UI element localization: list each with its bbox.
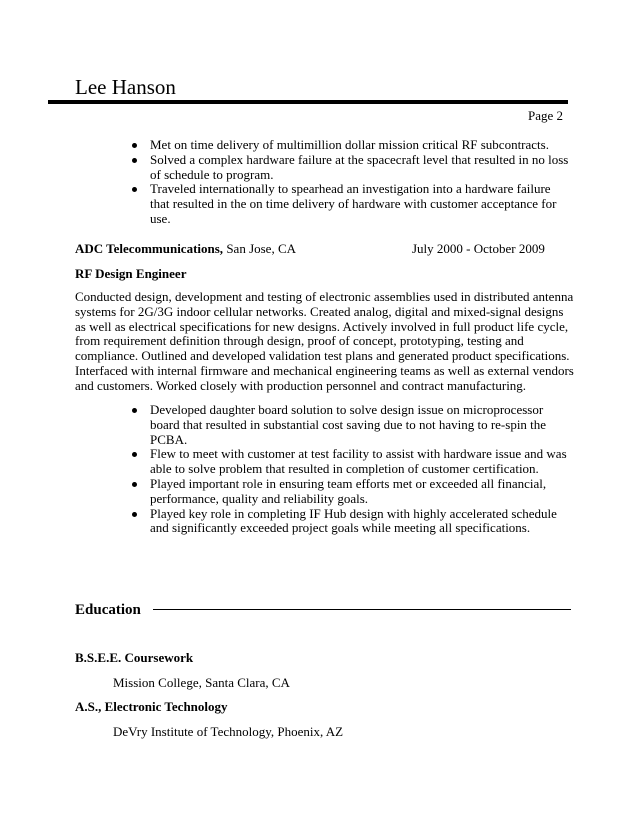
job-header [75, 241, 555, 257]
list-item: Developed daughter board solution to solve design issue on microprocessor board that resulted in substantial cost saving due to not having to re-spin the PCBA. [132, 403, 572, 447]
bullet-icon [132, 158, 137, 163]
institution-name: DeVry Institute of Technology, Phoenix, AZ [113, 724, 344, 739]
header-divider [48, 100, 568, 104]
bullet-icon [132, 452, 137, 457]
list-item: Played key role in completing IF Hub design with highly accelerated schedule and significantly exceeded project goals while meeting all specifications. [132, 507, 572, 537]
bullet-icon [132, 512, 137, 517]
bullet-icon [132, 187, 137, 192]
bullet-icon [132, 482, 137, 487]
list-item: Traveled internationally to spearhead an investigation into a hardware failure that resulted in the on time delivery of hardware with customer acceptance for use. [132, 182, 572, 226]
list-item: Met on time delivery of multimillion dollar mission critical RF subcontracts. [132, 138, 572, 153]
previous-job-bullet-list [132, 138, 572, 227]
education-divider [153, 609, 571, 610]
list-item: Solved a complex hardware failure at the spacecraft level that resulted in no loss of schedule to program. [132, 153, 572, 183]
degree-title: A.S., Electronic Technology [75, 699, 228, 714]
job-dates: July 2000 - October 2009 [412, 241, 545, 256]
job-location: San Jose, CA [223, 241, 297, 256]
bullet-icon [132, 143, 137, 148]
institution-name: Mission College, Santa Clara, CA [113, 675, 290, 690]
job-description: Conducted design, development and testing of electronic assemblies used in distributed antenna systems for 2G/3G indoor cellular networks. Created analog, digital and mixed-signal designs as well as electrical specifications for new designs. Actively involved in full product life cycle, from requirement definition through design, proof of concept, prototyping, testing and compliance. Outlined and developed validation test plans and generated product specifications. Interfaced with internal firmware and mechanical engineering teams as well as external vendors and customers. Worked closely with production personnel and contract manufacturing. [75, 289, 574, 393]
job-bullet-list [132, 403, 572, 536]
degree-title: B.S.E.E. Coursework [75, 650, 194, 665]
bullet-icon [132, 408, 137, 413]
resume-name: Lee Hanson [75, 75, 176, 99]
education-heading: Education [75, 602, 141, 618]
job-title: RF Design Engineer [75, 266, 187, 281]
page-number: Page 2 [527, 108, 563, 123]
company-name: ADC Telecommunications, [75, 241, 224, 256]
list-item: Flew to meet with customer at test facility to assist with hardware issue and was able to solve problem that resulted in completion of customer certification. [132, 447, 572, 477]
list-item: Played important role in ensuring team efforts met or exceeded all financial, performance, quality and reliability goals. [132, 477, 572, 507]
